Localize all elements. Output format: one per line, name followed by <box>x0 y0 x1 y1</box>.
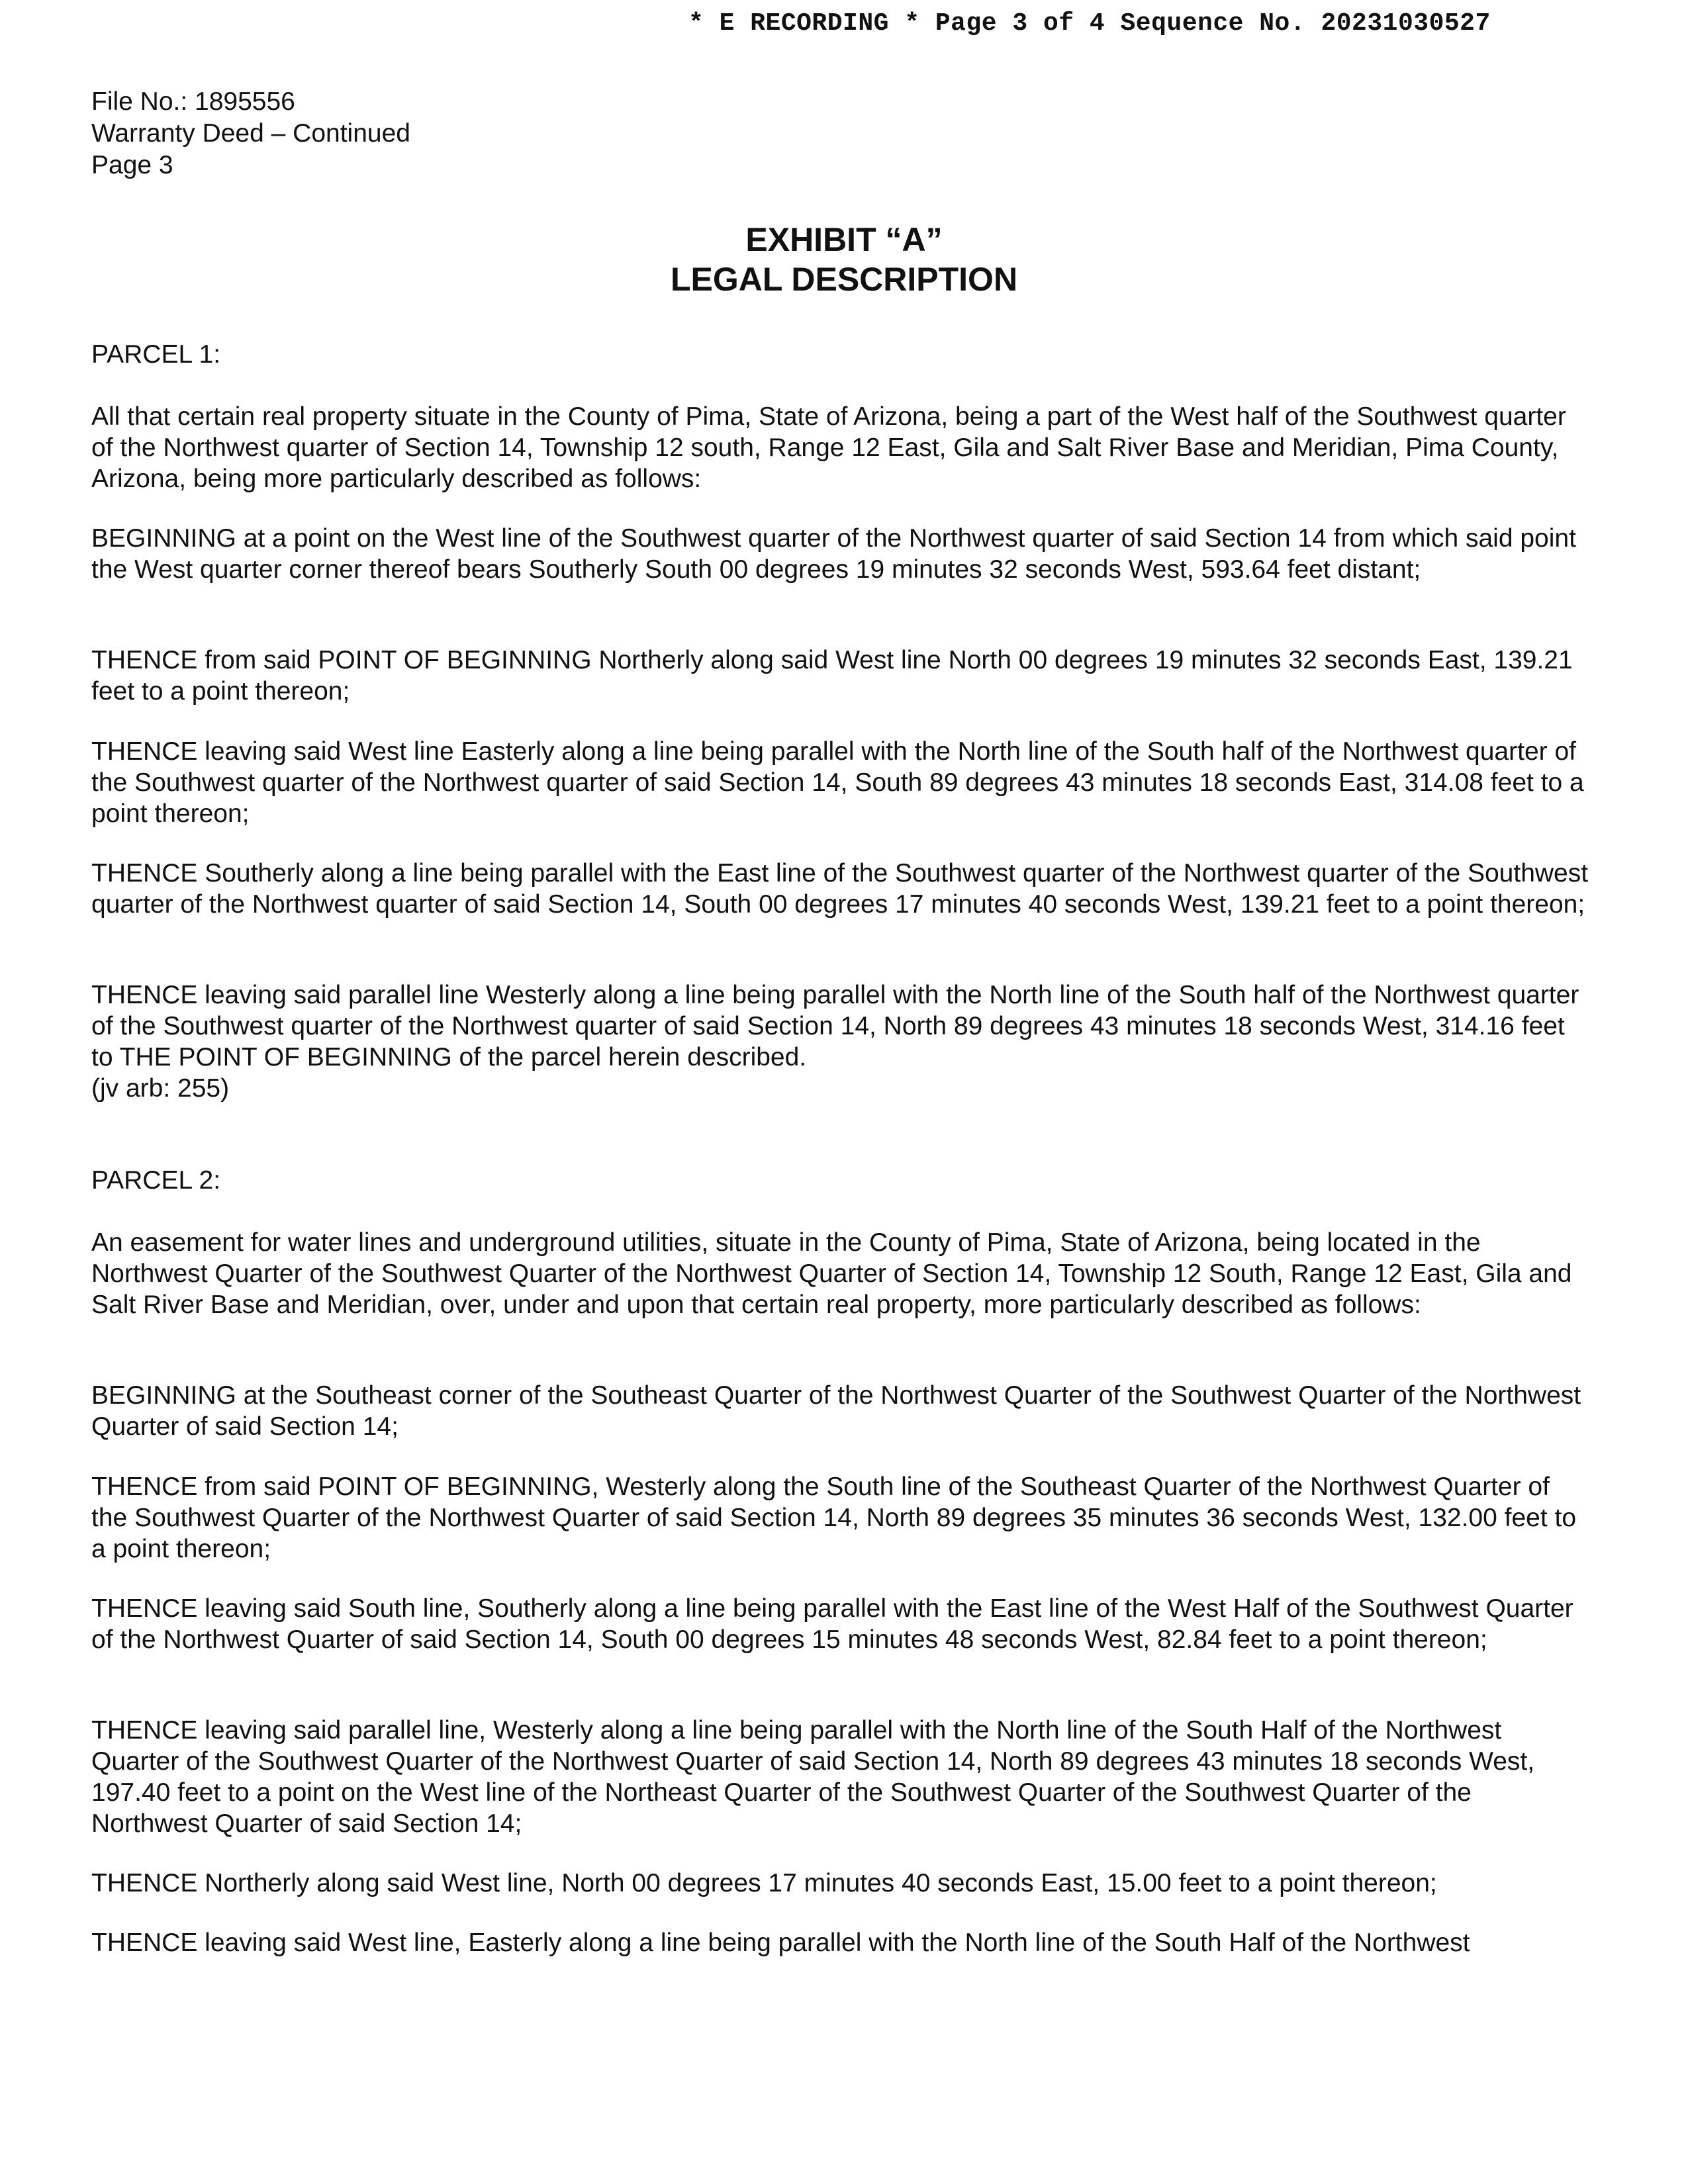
exhibit-subtitle: LEGAL DESCRIPTION <box>670 261 1018 298</box>
exhibit-heading <box>0 220 1688 299</box>
parcel-2-paragraph: BEGINNING at the Southeast corner of the Southeast Quarter of the Northwest Quarter of the Southwest Quarter of the Northwest Quarter of said Section 14; <box>91 1381 1581 1441</box>
parcel-1-paragraph: THENCE leaving said West line Easterly along a line being parallel with the North line of the South half of the Northwest quarter of the Southwest quarter of the Northwest quarter of said Section 14, South 89 degrees 43 minutes 18 seconds East, 314.08 feet to a point thereon; <box>91 737 1584 828</box>
parcel-2-paragraph: THENCE from said POINT OF BEGINNING, Westerly along the South line of the Southeast Quarter of the Northwest Quarter of the Southwest Quarter of the Northwest Quarter of said Section 14, North 89 degrees 35 minutes 36 seconds West, 132.00 feet to a point thereon; <box>91 1473 1577 1563</box>
parcel-2-paragraph: THENCE leaving said parallel line, Westerly along a line being parallel with the North line of the South Half of the Northwest Quarter of the Southwest Quarter of the Northwest Quarter of said Section 14, North 89 degrees 43 minutes 18 seconds West, 197.40 feet to a point on the West line of the Northeast Quarter of the Southwest Quarter of the Southwest Quarter of the Northwest Quarter of said Section 14; <box>91 1716 1535 1838</box>
document-type: Warranty Deed – Continued <box>91 119 410 148</box>
parcel-1-paragraph: THENCE leaving said parallel line Westerly along a line being parallel with the North line of the South half of the Northwest quarter of the Southwest quarter of the Northwest quarter of said Section 14, North 89 degrees 43 minutes 18 seconds West, 314.16 feet to THE POINT OF BEGINNING of the parcel herein described. <box>91 981 1579 1071</box>
parcel-1-paragraph: THENCE from said POINT OF BEGINNING Northerly along said West line North 00 degrees 19 minutes 32 seconds East, 139.21 feet to a point thereon; <box>91 646 1573 705</box>
parcel-2-paragraph: THENCE leaving said South line, Southerly along a line being parallel with the East line of the West Half of the Southwest Quarter of the Northwest Quarter of said Section 14, South 00 degrees 15 minutes 48 seconds West, 82.84 feet to a point thereon; <box>91 1594 1573 1654</box>
file-number: File No.: 1895556 <box>91 87 295 116</box>
parcel-2-paragraph: THENCE leaving said West line, Easterly along a line being parallel with the North line of the South Half of the Northwest <box>91 1929 1470 1957</box>
parcel-2-paragraph: THENCE Northerly along said West line, North 00 degrees 17 minutes 40 seconds East, 15.00 feet to a point thereon; <box>91 1869 1437 1897</box>
recording-header: * E RECORDING * Page 3 of 4 Sequence No. 20231030527 <box>688 9 1491 38</box>
page-number: Page 3 <box>91 151 173 179</box>
parcel-1-intro: All that certain real property situate in the County of Pima, State of Arizona, being a part of the West half of the Southwest quarter of the Northwest quarter of Section 14, Township 12 south, Range 12 East, Gila and Salt River Base and Meridian, Pima County, Arizona, being more particularly described as follows: <box>91 402 1566 493</box>
parcel-1-heading: PARCEL 1: <box>91 340 221 369</box>
parcel-1-paragraph: BEGINNING at a point on the West line of the Southwest quarter of the Northwest quarter of said Section 14 from which said point the West quarter corner thereof bears Southerly South 00 degrees 19 minutes 32 seconds West, 593.64 feet distant; <box>91 524 1576 584</box>
parcel-2-intro: An easement for water lines and underground utilities, situate in the County of Pima, State of Arizona, being located in the Northwest Quarter of the Southwest Quarter of the Northwest Quarter of Section 14, Township 12 South, Range 12 East, Gila and Salt River Base and Meridian, over, under and upon that certain real property, more particularly described as follows: <box>91 1228 1572 1319</box>
exhibit-title: EXHIBIT “A” <box>745 221 943 258</box>
parcel-2-heading: PARCEL 2: <box>91 1166 221 1195</box>
parcel-1-note: (jv arb: 255) <box>91 1074 230 1103</box>
parcel-1-paragraph: THENCE Southerly along a line being parallel with the East line of the Southwest quarter of the Northwest quarter of the Southwest quarter of the Northwest quarter of said Section 14, South 00 degrees 17 minutes 40 seconds West, 139.21 feet to a point thereon; <box>91 859 1589 919</box>
file-info <box>91 86 410 181</box>
